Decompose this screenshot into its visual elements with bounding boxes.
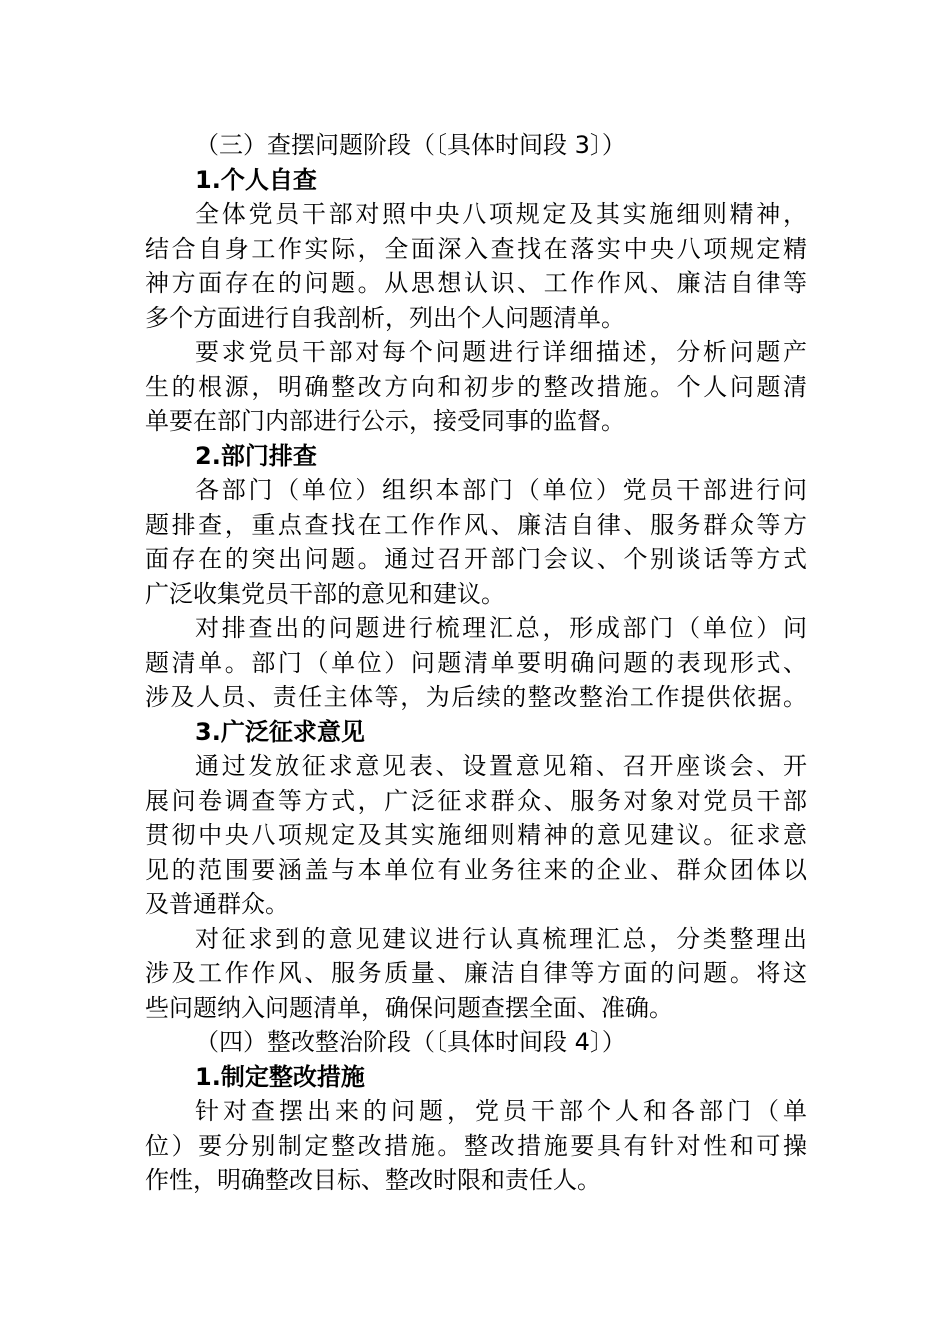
paragraph-line: 位）要分别制定整改措施。整改措施要具有针对性和可操 bbox=[145, 1131, 807, 1160]
subsection-heading: 3.广泛征求意见 bbox=[195, 717, 365, 746]
paragraph-line: 生的根源，明确整改方向和初步的整改措施。个人问题清 bbox=[145, 372, 807, 401]
paragraph-line: 涉及人员、责任主体等，为后续的整改整治工作提供依据。 bbox=[145, 683, 807, 711]
subsection-heading: 2.部门排查 bbox=[195, 441, 317, 470]
section-heading: （四）整改整治阶段（〔具体时间段 4〕） bbox=[195, 1028, 626, 1056]
paragraph-line: 对排查出的问题进行梳理汇总，形成部门（单位）问 bbox=[195, 614, 807, 642]
paragraph-line: 通过发放征求意见表、设置意见箱、召开座谈会、开 bbox=[195, 752, 807, 780]
paragraph-line: 神方面存在的问题。从思想认识、工作作风、廉洁自律等 bbox=[145, 269, 807, 297]
paragraph-line: 及普通群众。 bbox=[145, 890, 289, 918]
paragraph-line: 广泛收集党员干部的意见和建议。 bbox=[145, 579, 505, 608]
paragraph-line: 针对查摆出来的问题，党员干部个人和各部门（单 bbox=[195, 1097, 807, 1125]
paragraph-line: 题排查，重点查找在工作作风、廉洁自律、服务群众等方 bbox=[145, 510, 807, 539]
subsection-heading: 1.制定整改措施 bbox=[195, 1062, 365, 1091]
section-heading: （三）查摆问题阶段（〔具体时间段 3〕） bbox=[195, 131, 626, 159]
paragraph-line: 展问卷调查等方式，广泛征求群众、服务对象对党员干部 bbox=[145, 786, 807, 815]
subsection-heading: 1.个人自查 bbox=[195, 165, 317, 194]
paragraph-line: 要求党员干部对每个问题进行详细描述，分析问题产 bbox=[195, 338, 807, 366]
paragraph-line: 贯彻中央八项规定及其实施细则精神的意见建议。征求意 bbox=[145, 821, 807, 849]
paragraph-line: 全体党员干部对照中央八项规定及其实施细则精神， bbox=[195, 200, 807, 228]
paragraph-line: 涉及工作作风、服务质量、廉洁自律等方面的问题。将这 bbox=[145, 959, 807, 987]
paragraph-line: 些问题纳入问题清单，确保问题查摆全面、准确。 bbox=[145, 993, 673, 1022]
paragraph-line: 多个方面进行自我剖析，列出个人问题清单。 bbox=[145, 303, 625, 332]
paragraph-line: 各部门（单位）组织本部门（单位）党员干部进行问 bbox=[195, 476, 807, 504]
paragraph-line: 面存在的突出问题。通过召开部门会议、个别谈话等方式 bbox=[145, 545, 807, 573]
paragraph-line: 作性，明确整改目标、整改时限和责任人。 bbox=[145, 1166, 601, 1194]
paragraph-line: 结合自身工作实际，全面深入查找在落实中央八项规定精 bbox=[145, 234, 807, 263]
paragraph-line: 对征求到的意见建议进行认真梳理汇总，分类整理出 bbox=[195, 924, 807, 953]
paragraph-line: 见的范围要涵盖与本单位有业务往来的企业、群众团体以 bbox=[145, 855, 807, 884]
document-body bbox=[145, 128, 807, 1198]
paragraph-line: 单要在部门内部进行公示，接受同事的监督。 bbox=[145, 407, 625, 435]
paragraph-line: 题清单。部门（单位）问题清单要明确问题的表现形式、 bbox=[145, 648, 807, 677]
